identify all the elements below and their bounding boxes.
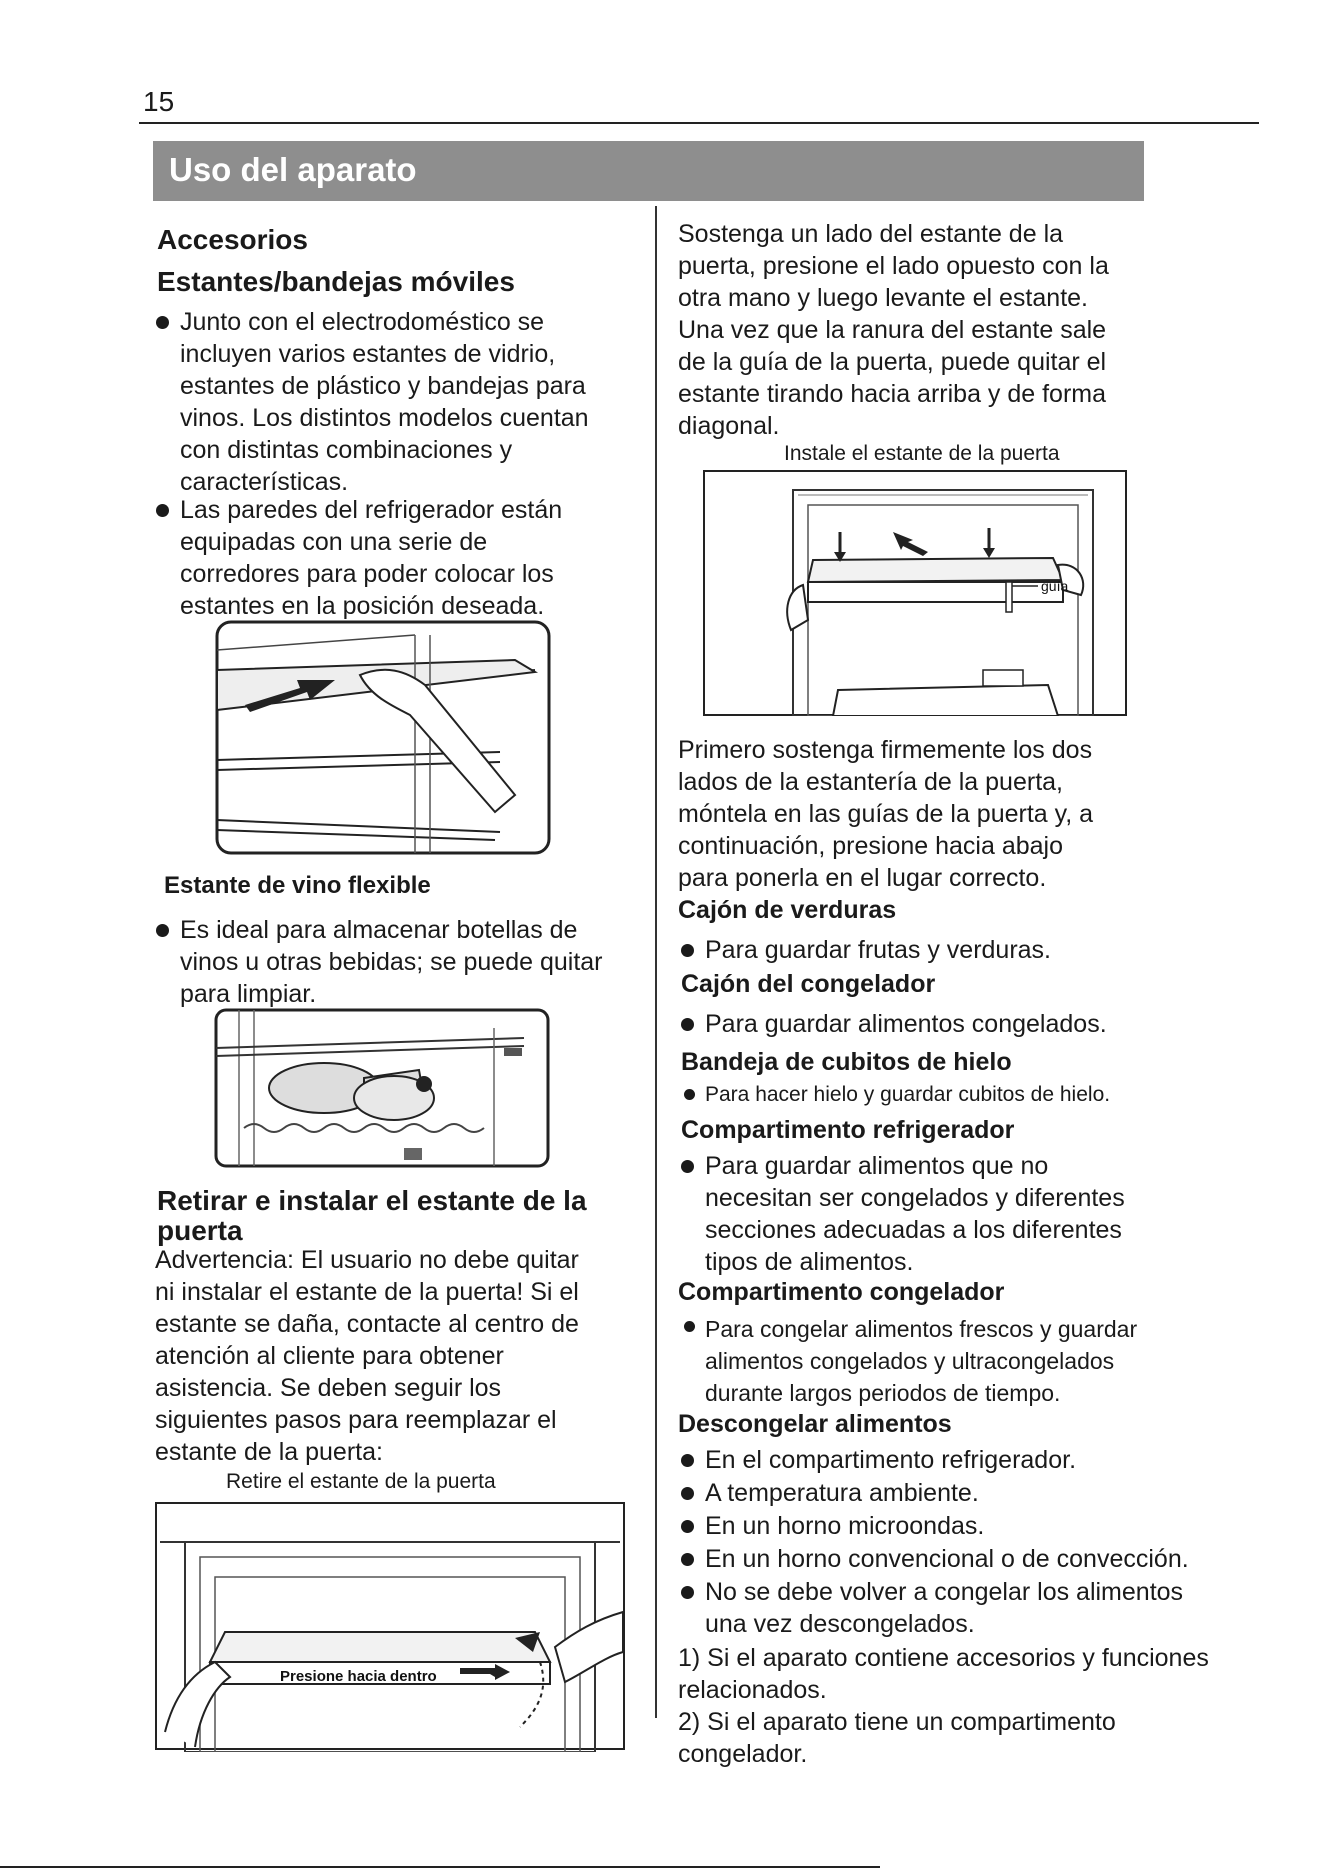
heading-hielo: Bandeja de cubitos de hielo [681,1048,1012,1076]
heading-descongelar: Descongelar alimentos [678,1410,952,1438]
column-divider [655,206,657,1718]
heading-comp-congelador: Compartimento congelador [678,1278,1005,1306]
primero-text: Primero sostenga firmemente los dos lados de la estantería de la puerta, móntela en las guías de la puerta y, a continuación, presione hacia abajo para ponerla en el lugar correcto. [678,736,1094,892]
bullet-comp-refrigerador: Para guardar alimentos que no necesitan ser congelados y diferentes secciones adecuadas a los diferentes tipos de alimentos. [705,1152,1125,1276]
heading-cajon-congelador: Cajón del congelador [681,970,936,998]
heading-vino: Estante de vino flexible [164,872,431,899]
header-rule [139,122,1259,124]
page-number: 15 [143,86,175,117]
bullet-verduras: Para guardar frutas y verduras. [705,936,1051,964]
footnote-1: 1) Si el aparato contiene accesorios y funciones relacionados. [678,1644,1209,1704]
bullet-hielo: Para hacer hielo y guardar cubitos de hielo. [705,1081,1110,1109]
footnote-2: 2) Si el aparato tiene un compartimento congelador. [678,1708,1116,1768]
section-banner [153,141,1144,201]
bullet-descongelar-1: En el compartimento refrigerador. [705,1446,1077,1474]
bullet-descongelar-5: No se debe volver a congelar los alimentos una vez descongelados. [705,1578,1184,1638]
bullet-estantes-2: Las paredes del refrigerador están equipadas con una serie de corredores para poder colocar los estantes en la posición deseada. [180,496,563,620]
shelf-insert-illustration [215,620,551,855]
remove-shelf-illustration [155,1502,625,1752]
bullet-comp-congelador: Para congelar alimentos frescos y guardar alimentos congelados y ultracongelados durante largos periodos de tiempo. [705,1313,1137,1409]
label-guia: guía [1041,578,1069,594]
section-title: Uso del aparato [169,151,417,188]
label-presione: Presione hacia dentro [280,1668,437,1685]
bullet-descongelar-4: En un horno convencional o de convección. [705,1545,1189,1573]
intro-text: Sostenga un lado del estante de la puerta, presione el lado opuesto con la otra mano y luego levante el estante. Una vez que la ranura del estante sale de la guía de la puerta, puede quitar el estante tirando hacia arriba y de forma diagonal. [678,220,1109,440]
heading-accesorios: Accesorios [157,224,308,255]
caption-instale: Instale el estante de la puerta [784,442,1060,465]
heading-retirar: Retirar e instalar el estante de la puerta [157,1185,587,1246]
install-shelf-illustration [703,470,1127,716]
heading-verduras: Cajón de verduras [678,896,897,924]
bullet-descongelar-2: A temperatura ambiente. [705,1479,979,1507]
bullet-descongelar-3: En un horno microondas. [705,1512,985,1540]
heading-comp-refrigerador: Compartimento refrigerador [681,1116,1015,1144]
bullet-estantes-1: Junto con el electrodoméstico se incluyen varios estantes de vidrio, estantes de plástico y bandejas para vinos. Los distintos modelos cuentan con distintas combinaciones y características. [180,308,589,496]
warning-text: Advertencia: El usuario no debe quitar ni instalar el estante de la puerta! Si el estante se daña, contacte al centro de atención al cliente para obtener asistencia. Se deben seguir los siguientes pasos para reemplazar el estante de la puerta: [155,1246,579,1466]
bullet-cajon-congelador: Para guardar alimentos congelados. [705,1010,1107,1038]
caption-retire: Retire el estante de la puerta [226,1470,496,1493]
bullet-vino: Es ideal para almacenar botellas de vinos u otras bebidas; se puede quitar para limpiar. [180,916,603,1008]
wine-rack-illustration [214,1008,550,1168]
footer-rule [0,1866,880,1868]
heading-estantes: Estantes/bandejas móviles [157,266,515,297]
